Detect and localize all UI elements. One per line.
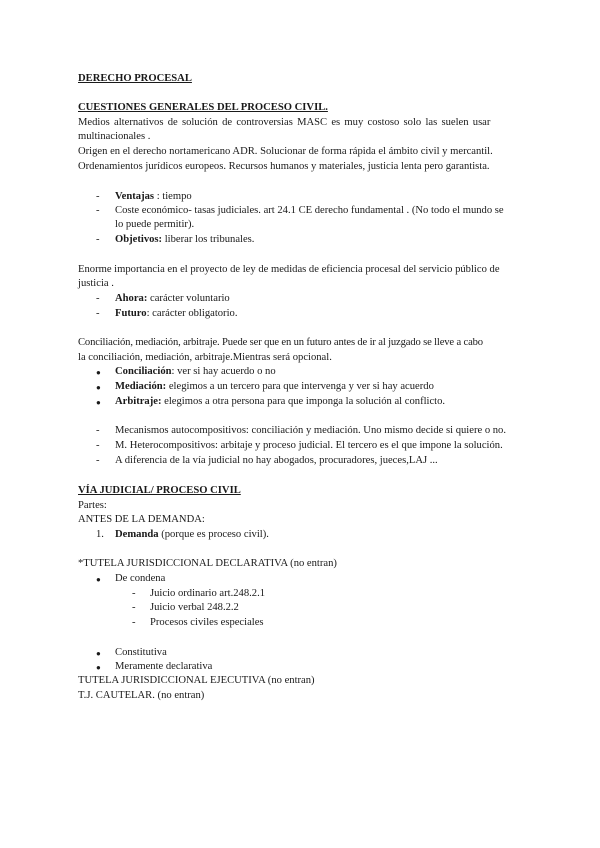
dash-marker: -	[96, 440, 100, 451]
item-text: Procesos civiles especiales	[150, 617, 264, 628]
bullet-marker: ●	[96, 368, 101, 377]
dash-marker: -	[132, 602, 136, 613]
item-term: Mediación:	[115, 381, 167, 392]
item-term: Ahora:	[115, 293, 148, 304]
tutela-declarativa: *TUTELA JURISDICCIONAL DECLARATIVA (no entran)	[78, 558, 337, 569]
dash-marker: -	[96, 455, 100, 466]
bullet-marker: ●	[96, 398, 101, 407]
dash-marker: -	[96, 191, 100, 202]
item-term: Futuro	[115, 308, 147, 319]
item-term: Ventajas	[115, 191, 155, 202]
paragraph-conciliacion-line1: Conciliación, mediación, arbitraje. Puede ser que en un futuro antes de ir al juzgado se lleve a cabo	[78, 337, 483, 348]
paragraph-conciliacion-line2: la conciliación, mediación, arbitraje.Mientras será opcional.	[78, 352, 332, 363]
bullet-marker: ●	[96, 663, 101, 672]
bullet-marker: ●	[96, 649, 101, 658]
dash-marker: -	[96, 293, 100, 304]
item-text: : ver si hay acuerdo o no	[171, 366, 276, 377]
item-text: elegimos a un tercero para que intervenga y ver si hay acuerdo	[166, 381, 434, 392]
dash-marker: -	[96, 234, 100, 245]
dash-marker: -	[132, 588, 136, 599]
dash-marker: -	[132, 617, 136, 628]
paragraph-importancia-line2: justicia .	[78, 278, 114, 289]
number-marker: 1.	[96, 529, 104, 540]
dash-marker: -	[96, 308, 100, 319]
item-text: : carácter obligatorio.	[146, 308, 238, 319]
item-term: Arbitraje:	[115, 396, 162, 407]
paragraph-masc-line1: Medios alternativos de solución de controversias MASC es muy costoso solo las suelen usar	[78, 117, 491, 128]
tj-cautelar: T.J. CAUTELAR. (no entran)	[78, 690, 205, 701]
partes-label: Partes:	[78, 500, 107, 511]
item-text: Meramente declarativa	[115, 661, 213, 672]
item-text: A diferencia de la vía judicial no hay abogados, procuradores, jueces,LAJ ...	[115, 455, 438, 466]
item-text: liberar los tribunales.	[162, 234, 255, 245]
bullet-marker: ●	[96, 383, 101, 392]
dash-marker: -	[96, 205, 100, 216]
item-text: : tiempo	[154, 191, 192, 202]
item-term: Demanda	[115, 529, 159, 540]
paragraph-masc-line2: multinacionales .	[78, 131, 151, 142]
paragraph-origen: Origen en el derecho nortamericano ADR. Solucionar de forma rápida el ámbito civil y mercantil.	[78, 146, 493, 157]
paragraph-importancia-line1: Enorme importancia en el proyecto de ley de medidas de eficiencia procesal del servicio público de	[78, 264, 500, 275]
dash-marker: -	[96, 425, 100, 436]
tutela-ejecutiva: TUTELA JURISDICCIONAL EJECUTIVA (no entran)	[78, 675, 315, 686]
antes-demanda-label: ANTES DE LA DEMANDA:	[78, 514, 205, 525]
item-term: Objetivos:	[115, 234, 163, 245]
item-text: De condena	[115, 573, 166, 584]
item-text: Mecanismos autocompositivos: conciliación y mediación. Uno mismo decide si quiere o no.	[115, 425, 507, 436]
item-text: (porque es proceso civil).	[158, 529, 269, 540]
section-heading-cuestiones: CUESTIONES GENERALES DEL PROCESO CIVIL.	[78, 102, 328, 113]
item-text: Coste económico- tasas judiciales. art 24.1 CE derecho fundamental . (No todo el mundo se	[115, 205, 504, 216]
item-text-continued: lo puede permitir).	[115, 219, 195, 230]
document-title: DERECHO PROCESAL	[78, 73, 192, 84]
section-heading-via-judicial: VÍA JUDICIAL/ PROCESO CIVIL	[78, 485, 241, 496]
item-text: Juicio ordinario art.248.2.1	[150, 588, 266, 599]
item-text: carácter voluntario	[147, 293, 230, 304]
item-text: Constitutiva	[115, 647, 167, 658]
item-term: Conciliación	[115, 366, 172, 377]
item-text: M. Heterocompositivos: arbitaje y proceso judicial. El tercero es el que impone la solución.	[115, 440, 503, 451]
item-text: Juicio verbal 248.2.2	[150, 602, 239, 613]
item-text: elegimos a otra persona para que imponga la solución al conflicto.	[161, 396, 446, 407]
paragraph-ordenamientos: Ordenamientos jurídicos europeos. Recursos humanos y materiales, justicia lenta pero garantista.	[78, 161, 490, 172]
bullet-marker: ●	[96, 575, 101, 584]
